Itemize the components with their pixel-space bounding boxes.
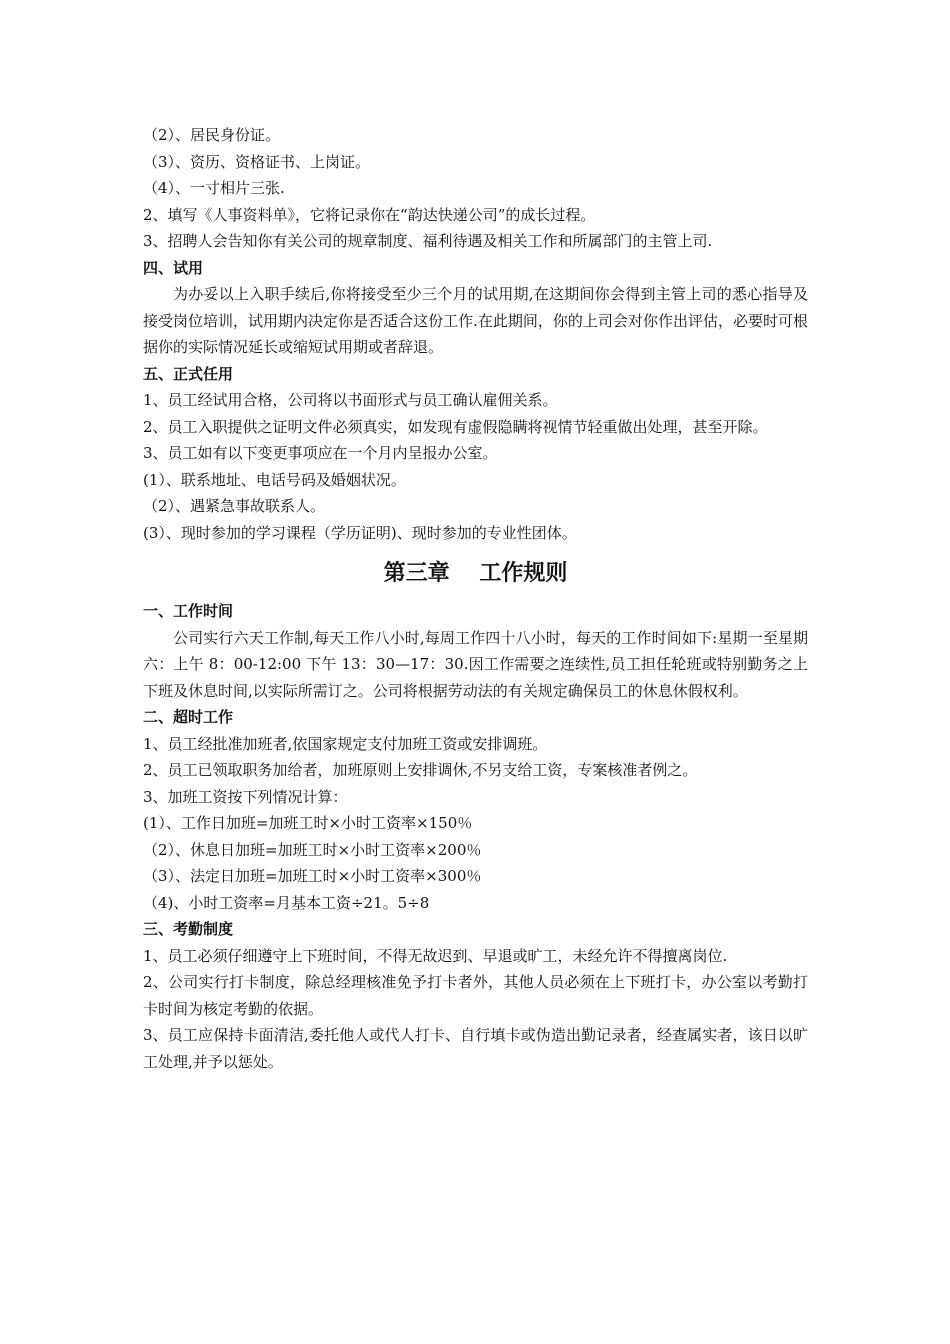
list-item: 1、员工经试用合格，公司将以书面形式与员工确认雇佣关系。 (143, 391, 558, 409)
list-item: （3）、法定日加班=加班工时×小时工资率×300％ (143, 867, 482, 885)
section-heading-working-hours: 一、工作时间 (143, 602, 234, 620)
section-heading-attendance: 三、考勤制度 (143, 920, 234, 938)
list-item: 2、员工入职提供之证明文件必须真实，如发现有虚假隐瞒将视情节轻重做出处理，甚至开除。 (143, 417, 768, 436)
section-heading-probation: 四、试用 (143, 258, 204, 277)
list-item: （2）、休息日加班=加班工时×小时工资率×200％ (143, 840, 482, 859)
document-page (143, 122, 808, 1075)
list-item: 3、员工应保持卡面清洁,委托他人或代人打卡、自行填卡或伪造出勤记录者，经查属实者，该日以旷工处理,并予以惩处。 (143, 1026, 808, 1071)
list-item: (3）、现时参加的学习课程（学历证明)、现时参加的专业性团体。 (143, 523, 577, 542)
section-heading-overtime: 二、超时工作 (143, 708, 234, 726)
list-item: （3）、资历、资格证书、上岗证。 (143, 152, 371, 171)
working-hours-paragraph: 公司实行六天工作制,每天工作八小时,每周工作四十八小时，每天的工作时间如下:星期一至星期六：上午 8：00-12:00 下午 13：30—17：30.因工作需要之连续性,员工担任轮班或特别勤务之上下班及休息时间,以实际所需订之。公司将根据劳动法的有关规定确保员工的休息休假权利。 (143, 628, 808, 700)
list-item: 2、员工已领取职务加给者，加班原则上安排调休,不另支给工资，专案核准者例之。 (143, 761, 698, 779)
list-item: 3、招聘人会告知你有关公司的规章制度、福利待遇及相关工作和所属部门的主管上司. (143, 232, 713, 250)
list-item: 1、员工必须仔细遵守上下班时间，不得无故迟到、早退或旷工，未经允许不得擅离岗位. (143, 946, 728, 965)
list-item: （2）、遇紧急事故联系人。 (143, 497, 326, 515)
section-heading-formal-employment: 五、正式任用 (143, 364, 234, 383)
list-item: （4）、一寸相片三张. (143, 179, 285, 197)
list-item: 3、员工如有以下变更事项应在一个月内呈报办公室。 (143, 444, 498, 462)
chapter-title: 第三章 工作规则 (383, 561, 568, 586)
list-item: 1、员工经批准加班者,依国家规定支付加班工资或安排调班。 (143, 734, 548, 753)
list-item: 2、公司实行打卡制度，除总经理核准免予打卡者外，其他人员必须在上下班打卡，办公室以考勤打卡时间为核定考勤的依据。 (143, 973, 808, 1018)
list-item: （4)、小时工资率=月基本工资÷21。5÷8 (143, 893, 430, 912)
list-item: (1）、工作日加班=加班工时×小时工资率×150％ (143, 814, 473, 832)
list-item: 3、加班工资按下列情况计算： (143, 787, 348, 806)
probation-paragraph: 为办妥以上入职手续后,你将接受至少三个月的试用期,在这期间你会得到主管上司的悉心指导及接受岗位培训，试用期内决定你是否适合这份工作.在此期间，你的上司会对你作出评估，必要时可根据你的实际情况延长或缩短试用期或者辞退。 (143, 285, 808, 356)
list-item: （2）、居民身份证。 (143, 126, 281, 144)
list-item: (1）、联系地址、电话号码及婚姻状况。 (143, 470, 406, 489)
list-item: 2、填写《人事资料单》，它将记录你在“韵达快递公司”的成长过程。 (143, 205, 596, 224)
